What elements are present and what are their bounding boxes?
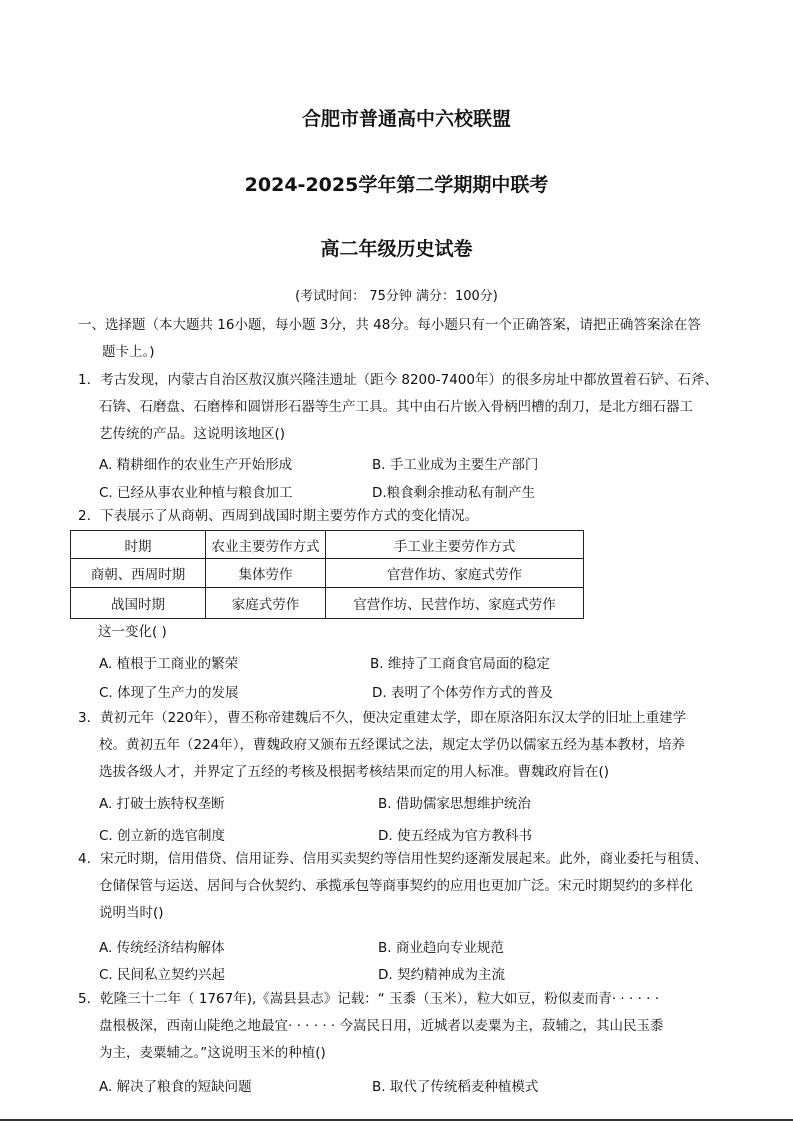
option-b[interactable]: B. 维持了工商食官局面的稳定 xyxy=(370,656,550,672)
exam-title-line2: 2024-2025学年第二学期期中联考 xyxy=(244,174,549,196)
option-c[interactable]: C. 体现了生产力的发展 xyxy=(99,685,239,701)
question-3 xyxy=(78,705,728,786)
exam-info: (考试时间： 75分钟 满分：100分) xyxy=(295,289,498,304)
question-line: 4．宋元时期，信用借贷、信用证券、信用买卖契约等信用性契约逐渐发展起来。此外，商业委托与租赁、 xyxy=(78,851,708,867)
option-d[interactable]: D. 使五经成为官方教科书 xyxy=(378,828,532,844)
option-b[interactable]: B. 手工业成为主要生产部门 xyxy=(372,457,539,473)
question-line: 3．黄初元年（220年），曹丕称帝建魏后不久，便决定重建太学，即在原洛阳东汉太学的旧址上重建学 xyxy=(78,710,687,726)
question-4 xyxy=(78,846,728,927)
option-d[interactable]: D. 契约精神成为主流 xyxy=(378,967,505,983)
option-a[interactable]: A. 精耕细作的农业生产开始形成 xyxy=(99,457,293,473)
section-line: 一、选择题（本大题共 16小题，每小题 3分，共 48分。每小题只有一个正确答案，请把正确答案涂在答 xyxy=(78,317,701,333)
table-cell: 官营作坊、民营作坊、家庭式劳作 xyxy=(326,588,584,619)
table-cell: 家庭式劳作 xyxy=(206,588,326,619)
question-line: 1．考古发现，内蒙古自治区敖汉旗兴隆洼遗址（距今 8200-7400年）的很多房址中都放置着石铲、石斧、 xyxy=(78,372,718,388)
question-line: 为主，麦粟辅之。”这说明玉米的种植() xyxy=(99,1045,326,1061)
option-a[interactable]: A. 传统经济结构解体 xyxy=(99,940,225,956)
option-b[interactable]: B. 取代了传统稻麦种植模式 xyxy=(372,1079,539,1095)
question-line: 说明当时() xyxy=(99,905,164,921)
option-a[interactable]: A. 打破士族特权垄断 xyxy=(99,796,225,812)
question-line: 选拔各级人才，并界定了五经的考核及根据考核结果而定的用人标准。曹魏政府旨在() xyxy=(99,764,610,780)
option-b[interactable]: B. 商业趋向专业规范 xyxy=(378,940,504,956)
table-cell: 官营作坊、家庭式劳作 xyxy=(326,559,584,588)
option-a[interactable]: A. 植根于工商业的繁荣 xyxy=(99,656,239,672)
question-5 xyxy=(78,986,728,1067)
labor-table xyxy=(70,530,584,619)
option-c[interactable]: C. 已经从事农业种植与粮食加工 xyxy=(99,485,293,501)
question-line: 仓储保管与运送、居间与合伙契约、承揽承包等商事契约的应用也更加广泛。宋元时期契约的多样化 xyxy=(99,878,693,894)
table-header-row xyxy=(71,531,584,559)
table-cell: 战国时期 xyxy=(71,588,206,619)
option-a[interactable]: A. 解决了粮食的短缺问题 xyxy=(99,1079,252,1095)
question-line: 5．乾隆三十二年（ 1767年),《嵩县县志》记载：“ 玉黍（玉米），粒大如豆，粉似麦而青· · · · · · xyxy=(78,991,660,1007)
table-header-cell: 手工业主要劳作方式 xyxy=(326,531,584,559)
table-row xyxy=(71,588,584,619)
exam-title-line3: 高二年级历史试卷 xyxy=(320,238,473,260)
option-d[interactable]: D.粮食剩余推动私有制产生 xyxy=(372,485,536,501)
table-cell: 商朝、西周时期 xyxy=(71,559,206,588)
table-header-cell: 时期 xyxy=(71,531,206,559)
question-line: 校。黄初五年（224年），曹魏政府又颁布五经课试之法，规定太学仍以儒家五经为基本教材，培养 xyxy=(99,737,686,753)
question-line: 盘根极深，西南山陡绝之地最宜· · · · · · 今嵩民日用，近城者以麦粟为主，菽辅之，其山民玉黍 xyxy=(99,1018,664,1034)
question-line: 艺传统的产品。这说明该地区() xyxy=(99,426,286,442)
question-1 xyxy=(78,367,728,448)
section-line: 题卡上。) xyxy=(102,344,155,360)
table-header-cell: 农业主要劳作方式 xyxy=(206,531,326,559)
table-cell: 集体劳作 xyxy=(206,559,326,588)
option-c[interactable]: C. 民间私立契约兴起 xyxy=(99,967,226,983)
question-2-follow: 这一变化( ) xyxy=(98,624,167,640)
option-d[interactable]: D. 表明了个体劳作方式的普及 xyxy=(372,685,553,701)
option-b[interactable]: B. 借助儒家思想维护统治 xyxy=(378,796,531,812)
section-instructions xyxy=(78,312,728,366)
question-2-stem: 2．下表展示了从商朝、西周到战国时期主要劳作方式的变化情况。 xyxy=(78,508,479,524)
option-c[interactable]: C. 创立新的选官制度 xyxy=(99,828,226,844)
table-row xyxy=(71,559,584,588)
question-line: 石锛、石磨盘、石磨棒和圆饼形石器等生产工具。其中由石片嵌入骨柄凹槽的刮刀，是北方细石器工 xyxy=(99,399,693,415)
exam-title-line1: 合肥市普通高中六校联盟 xyxy=(301,108,511,130)
